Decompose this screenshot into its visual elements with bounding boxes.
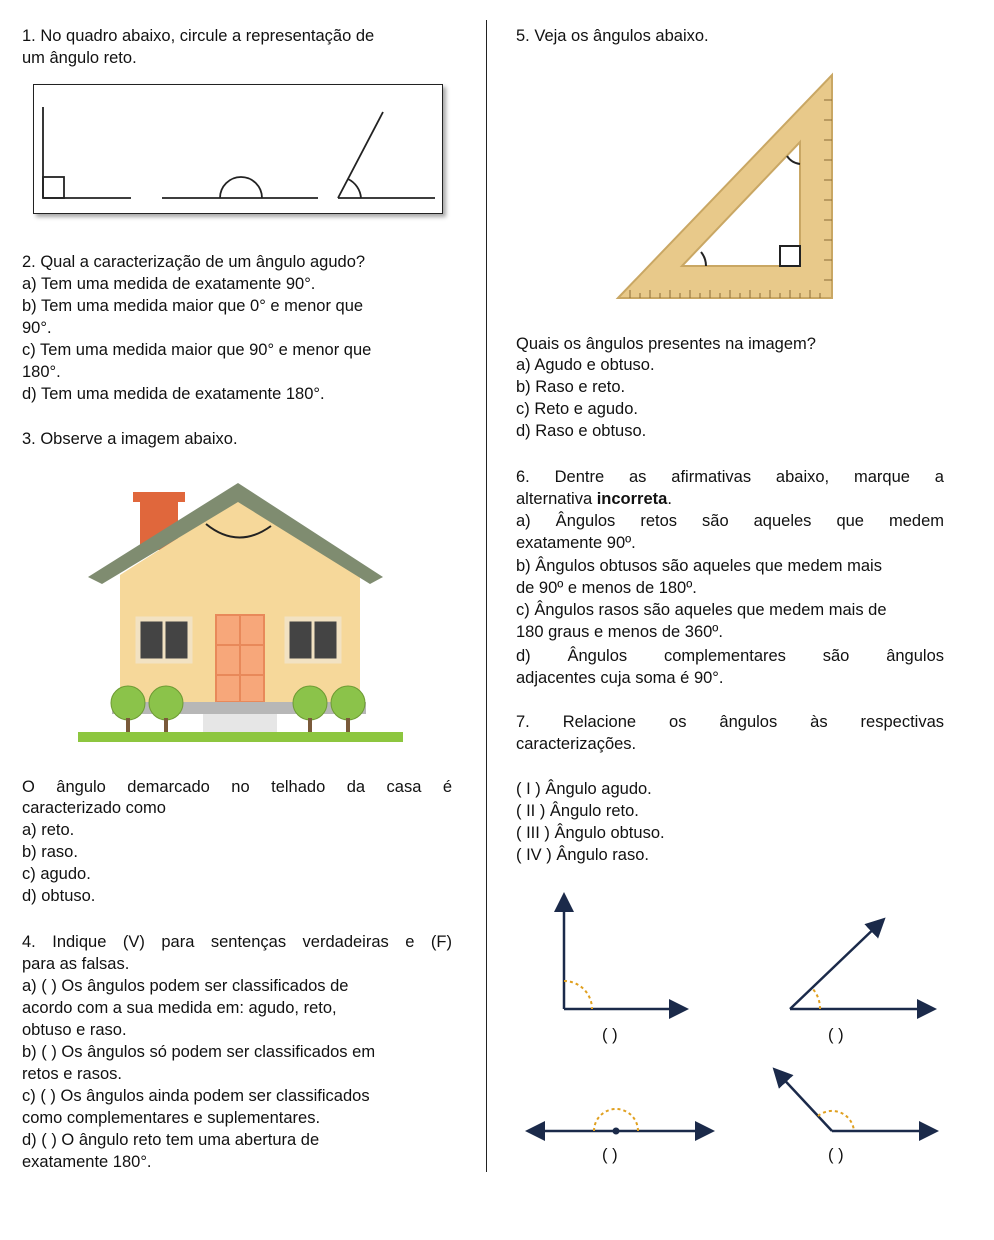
q5-option-a: a) Agudo e obtuso.: [516, 356, 655, 374]
q4-item-d-line1: d) ( ) O ângulo reto tem uma abertura de: [22, 1131, 320, 1149]
set-square-hole: [682, 142, 800, 266]
blank-acute-angle[interactable]: ( ): [828, 1026, 844, 1044]
q6-option-a-line1: a) Ângulos retos são aqueles que medem: [516, 512, 944, 530]
q5-option-b: b) Raso e reto.: [516, 378, 626, 396]
q5-title: 5. Veja os ângulos abaixo.: [516, 27, 709, 45]
blank-straight-angle[interactable]: ( ): [602, 1146, 618, 1164]
q7-item-i: ( I ) Ângulo agudo.: [516, 780, 652, 798]
q4-item-a-line3: obtuso e raso.: [22, 1021, 127, 1039]
q2-title: 2. Qual a caracterização de um ângulo agudo?: [22, 253, 366, 271]
q4-item-c-line2: como complementares e suplementares.: [22, 1109, 321, 1127]
q2-option-a: a) Tem uma medida de exatamente 90°.: [22, 275, 316, 293]
q2-option-b-line1: b) Tem uma medida maior que 0° e menor que: [22, 297, 364, 315]
house-illustration: [78, 480, 408, 750]
q4-title-line2: para as falsas.: [22, 955, 130, 973]
q5-option-c: c) Reto e agudo.: [516, 400, 638, 418]
q5-question: Quais os ângulos presentes na imagem?: [516, 335, 816, 353]
q6-option-b-line1: b) Ângulos obtusos são aqueles que medem mais: [516, 557, 882, 575]
acute-angle-diagram: [790, 921, 932, 1009]
q3-option-a: a) reto.: [22, 821, 75, 839]
acute-angle-option[interactable]: [338, 112, 435, 198]
q7-item-ii: ( II ) Ângulo reto.: [516, 802, 639, 820]
column-divider: [486, 20, 487, 1172]
q7-item-iii: ( III ) Ângulo obtuso.: [516, 824, 665, 842]
q2-option-d: d) Tem uma medida de exatamente 180°.: [22, 385, 325, 403]
blank-right-angle[interactable]: ( ): [602, 1026, 618, 1044]
q4-item-a-line2: acordo com a sua medida em: agudo, reto,: [22, 999, 337, 1017]
q3-text-line2: caracterizado como: [22, 799, 166, 817]
q5-option-d: d) Raso e obtuso.: [516, 422, 647, 440]
q7-item-iv: ( IV ) Ângulo raso.: [516, 846, 649, 864]
q4-item-c-line1: c) ( ) Os ângulos ainda podem ser classificados: [22, 1087, 370, 1105]
q6-line2: alternativa incorreta.: [516, 490, 672, 508]
set-square-illustration: [610, 70, 842, 310]
q3-option-b: b) raso.: [22, 843, 78, 861]
angle-options-figure: [34, 85, 442, 213]
q6-option-c-line1: c) Ângulos rasos são aqueles que medem mais de: [516, 601, 887, 619]
q4-item-b-line2: retos e rasos.: [22, 1065, 122, 1083]
q6-option-d-line1: d) Ângulos complementares são ângulos: [516, 647, 944, 665]
right-angle-option[interactable]: [43, 107, 131, 198]
q2-option-c-line1: c) Tem uma medida maior que 90° e menor que: [22, 341, 372, 359]
q6-option-c-line2: 180 graus e menos de 360º.: [516, 623, 723, 641]
obtuse-angle-diagram: [776, 1071, 934, 1131]
q6-option-b-line2: de 90º e menos de 180º.: [516, 579, 697, 597]
q7-title-line1: 7. Relacione os ângulos às respectivas: [516, 713, 944, 731]
q6-incorrect-word: incorreta: [596, 490, 668, 508]
q3-option-c: c) agudo.: [22, 865, 91, 883]
q4-item-b-line1: b) ( ) Os ângulos só podem ser classificados em: [22, 1043, 376, 1061]
q6-option-a-line2: exatamente 90º.: [516, 534, 636, 552]
q6-line1: 6. Dentre as afirmativas abaixo, marque a: [516, 468, 944, 486]
steps: [203, 714, 277, 732]
q2-option-c-line2: 180°.: [22, 363, 61, 381]
q4-item-a-line1: a) ( ) Os ângulos podem ser classificados de: [22, 977, 349, 995]
q3-text-line1: O ângulo demarcado no telhado da casa é: [22, 778, 452, 796]
q2-option-b-line2: 90°.: [22, 319, 52, 337]
straight-angle-option[interactable]: [162, 177, 318, 198]
q3-option-d: d) obtuso.: [22, 887, 96, 905]
q6-option-d-line2: adjacentes cuja soma é 90°.: [516, 669, 724, 687]
q1-line1: 1. No quadro abaixo, circule a representação de: [22, 27, 375, 45]
q4-title-line1: 4. Indique (V) para sentenças verdadeiras e (F): [22, 933, 452, 951]
q7-title-line2: caracterizações.: [516, 735, 637, 753]
straight-angle-diagram: [530, 1109, 710, 1135]
q4-item-d-line2: exatamente 180°.: [22, 1153, 152, 1171]
q3-title: 3. Observe a imagem abaixo.: [22, 430, 238, 448]
q1-line2: um ângulo reto.: [22, 49, 137, 67]
blank-obtuse-angle[interactable]: ( ): [828, 1146, 844, 1164]
angle-diagrams: [520, 885, 950, 1175]
grass: [78, 732, 403, 742]
right-angle-diagram: [564, 897, 684, 1009]
angles-box: [33, 84, 443, 214]
